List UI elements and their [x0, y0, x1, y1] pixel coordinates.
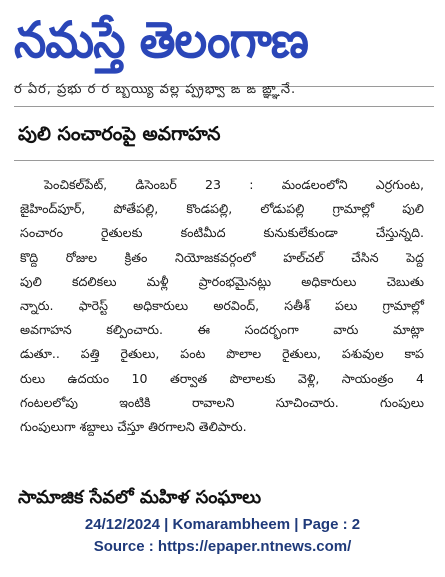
article-headline: పులి సంచారంపై అవగాహన [18, 123, 221, 145]
headline-divider [14, 160, 434, 161]
footer-source: Source : https://epaper.ntnews.com/ [93, 538, 352, 555]
source-footer [0, 514, 445, 558]
article-line: గంటలలోపు ఇంటికి రావాలని సూచించారు. గుంపులు [20, 394, 424, 410]
article-line: సంచారం రైతులకు కంటిమీద కునుకులేకుండా చేస్తున్నది. [20, 225, 424, 241]
article-line: న్నారు. ఫారెస్ట్ అధికారులు అరవింద్, సతీశ్ పలు గ్రామాల్లో [20, 298, 424, 314]
masthead-title: నమస్తే తెలంగాణ [14, 11, 308, 69]
article-body [20, 173, 424, 439]
article-line: కొద్ది రోజుల క్రితం నియోజకవర్గంలో హల్‌చల్ చేసిన పెద్ద [20, 249, 424, 265]
article-line: అవగాహన కల్పించారు. ఈ సందర్భంగా వారు మాట్లా [20, 322, 424, 338]
article-line: జైహింద్‌పూర్, పోతేపల్లి, కొండపల్లి, లోడుపల్లి గ్రామాల్లో పులి [20, 201, 424, 217]
article-line: రులు ఉదయం 10 తర్వాత పొలాలకు వెళ్లి, సాయంత్రం 4 [20, 370, 424, 386]
cut-text-top: ర ఏర, ప్రభు ర ర బ్బయ్యి వల్ల ప్ప్రభ్వా ఙ ఙ ఙ్ఞ్ఞానే. [14, 82, 297, 97]
article-line: పులి కదలికలు మళ్లీ ప్రారంభమైనట్లు అధికారులు చెబుతు [20, 273, 424, 289]
cut-headline-bottom: సామాజిక సేవలో మహిళ సంఘాలు [18, 487, 262, 508]
top-divider [14, 106, 434, 107]
newspaper-masthead [0, 0, 445, 86]
footer-date-page: 24/12/2024 | Komarambheem | Page : 2 [84, 516, 361, 533]
article-line: డుతూ.. పత్తి రైతులు, పంట పొలాల రైతులు, పశువుల కాప [20, 346, 424, 362]
article-line: గుంపులుగా శబ్దాలు చేస్తూ తిరగాలని తెలిపారు. [20, 419, 247, 435]
article-line: పెంచికల్‌పేట్, డిసెంబర్ 23 : మండలంలోని ఎర్రగుంట, [44, 177, 424, 192]
